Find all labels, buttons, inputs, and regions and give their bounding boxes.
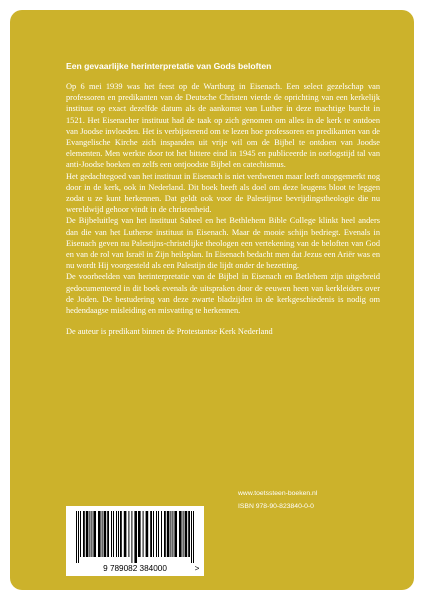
barcode-bar <box>107 511 109 557</box>
paragraph-1: Op 6 mei 1939 was het feest op de Wartburg in Eisenach. Een select gezelschap van professoren en predikanten van de Deutsche Christen vierde de oprichting van een kerkelijk instituut op exact dezelfde datum als de aankomst van Luther in deze machtige burcht in 1521. Het Eisenacher instituut had de taak op zich genomen om alles in de kerk te ontdoen van Joodse invloeden. Het is verbijsterend om te lezen hoe professoren en predikanten van de Evangelische Kirche zich inspanden uit vrije wil om de Bijbel te ontdoen van Joodse elementen. Men werkte door tot het bittere eind in 1945 en publiceerde in oorlogstijd tal van anti-Joodse boeken en zelfs een ontjoodste Bijbel en catechismus. <box>66 82 380 170</box>
barcode-bar <box>170 511 171 557</box>
barcode-bar <box>174 511 177 557</box>
barcode-bar <box>138 511 141 557</box>
author-note: De auteur is predikant binnen de Protestantse Kerk Nederland <box>66 327 273 337</box>
barcode-bar <box>153 511 154 557</box>
barcode-bar <box>167 511 170 557</box>
barcode-bar <box>93 511 96 557</box>
barcode-bar <box>156 511 157 557</box>
barcode-bar <box>89 511 90 557</box>
barcode-bar <box>86 511 89 557</box>
barcode <box>66 506 204 576</box>
barcode-bar <box>80 511 81 557</box>
blurb <box>66 60 380 337</box>
back-cover <box>10 10 414 590</box>
barcode-bar <box>98 511 101 557</box>
barcode-digits: 9 789082 384000 <box>103 564 167 573</box>
barcode-bar <box>83 511 85 557</box>
barcode-bar <box>91 511 92 557</box>
barcode-bar <box>143 511 144 557</box>
publisher-info <box>238 487 317 513</box>
barcode-bar <box>131 511 132 563</box>
barcode-bar <box>76 511 77 563</box>
barcode-bar <box>179 511 182 557</box>
barcode-bar <box>185 511 188 557</box>
barcode-graphic <box>66 506 204 576</box>
barcode-bar <box>183 511 184 557</box>
barcode-bar <box>134 511 137 563</box>
barcode-bar <box>124 511 127 557</box>
barcode-bar <box>172 511 173 557</box>
paragraph-3: De Bijbeluitleg van het instituut Sabeel en het Bethlehem Bible College klinkt heel anders dan die van het Lutherse instituut in Eisenach. Maar de mooie schijn bedriegt. Evenals in Eisenach geven nu Palestijns-christelijke theologen een vertekening van de beloften van God en van de rol van Israël in Zijn heilsplan. In Eisenach bedacht men dat Jezus een Ariër was en nu wordt Hij voorgesteld als een Palestijn die lijdt onder de bezetting. <box>66 216 380 271</box>
barcode-bar <box>150 511 152 557</box>
barcode-arrow: > <box>194 564 200 573</box>
website-link[interactable]: www.toetssteen-boeken.nl <box>238 490 318 497</box>
barcode-bar <box>193 511 194 563</box>
blurb-title: Een gevaarlijke herinterpretatie van Gods beloften <box>66 61 272 71</box>
barcode-bar <box>113 511 114 557</box>
barcode-bar <box>78 511 79 563</box>
barcode-bar <box>118 511 119 557</box>
paragraph-4: De voorbeelden van herinterpretatie van de Bijbel in Eisenach en Betlehem zijn uitgebreid gedocumenteerd in dit boek evenals de uitspraken door de eeuwen heen van kerkleiders over de Joden. De bestudering van deze zwarte bladzijden in de kerkgeschiedenis is nodig om hedendaagse misleiding en misvatting te herkennen. <box>66 272 380 316</box>
barcode-bar <box>158 511 159 557</box>
barcode-bar <box>161 511 162 557</box>
barcode-bar <box>191 511 192 563</box>
barcode-bar <box>120 511 122 557</box>
barcode-bar <box>102 511 103 557</box>
barcode-bar <box>188 511 190 557</box>
paragraph-2: Het gedachtegoed van het instituut in Eisenach is niet verdwenen maar leeft onopgemerkt nog door in de kerk, ook in Nederland. Dit boek heeft als doel om deze leugens bloot te leggen zodat u ze kunt herkennen. Dat geldt ook voor de Palestijnse bevrijdingstheologie die nu wereldwijd gehoor vindt in de christenheid. <box>66 171 380 215</box>
barcode-bar <box>146 511 149 557</box>
barcode-bar <box>164 511 166 557</box>
barcode-bar <box>111 511 112 557</box>
barcode-bar <box>104 511 107 557</box>
barcode-bar <box>128 511 129 557</box>
barcode-bar <box>116 511 117 557</box>
isbn-text: ISBN 978-90-823840-0-0 <box>238 503 314 510</box>
